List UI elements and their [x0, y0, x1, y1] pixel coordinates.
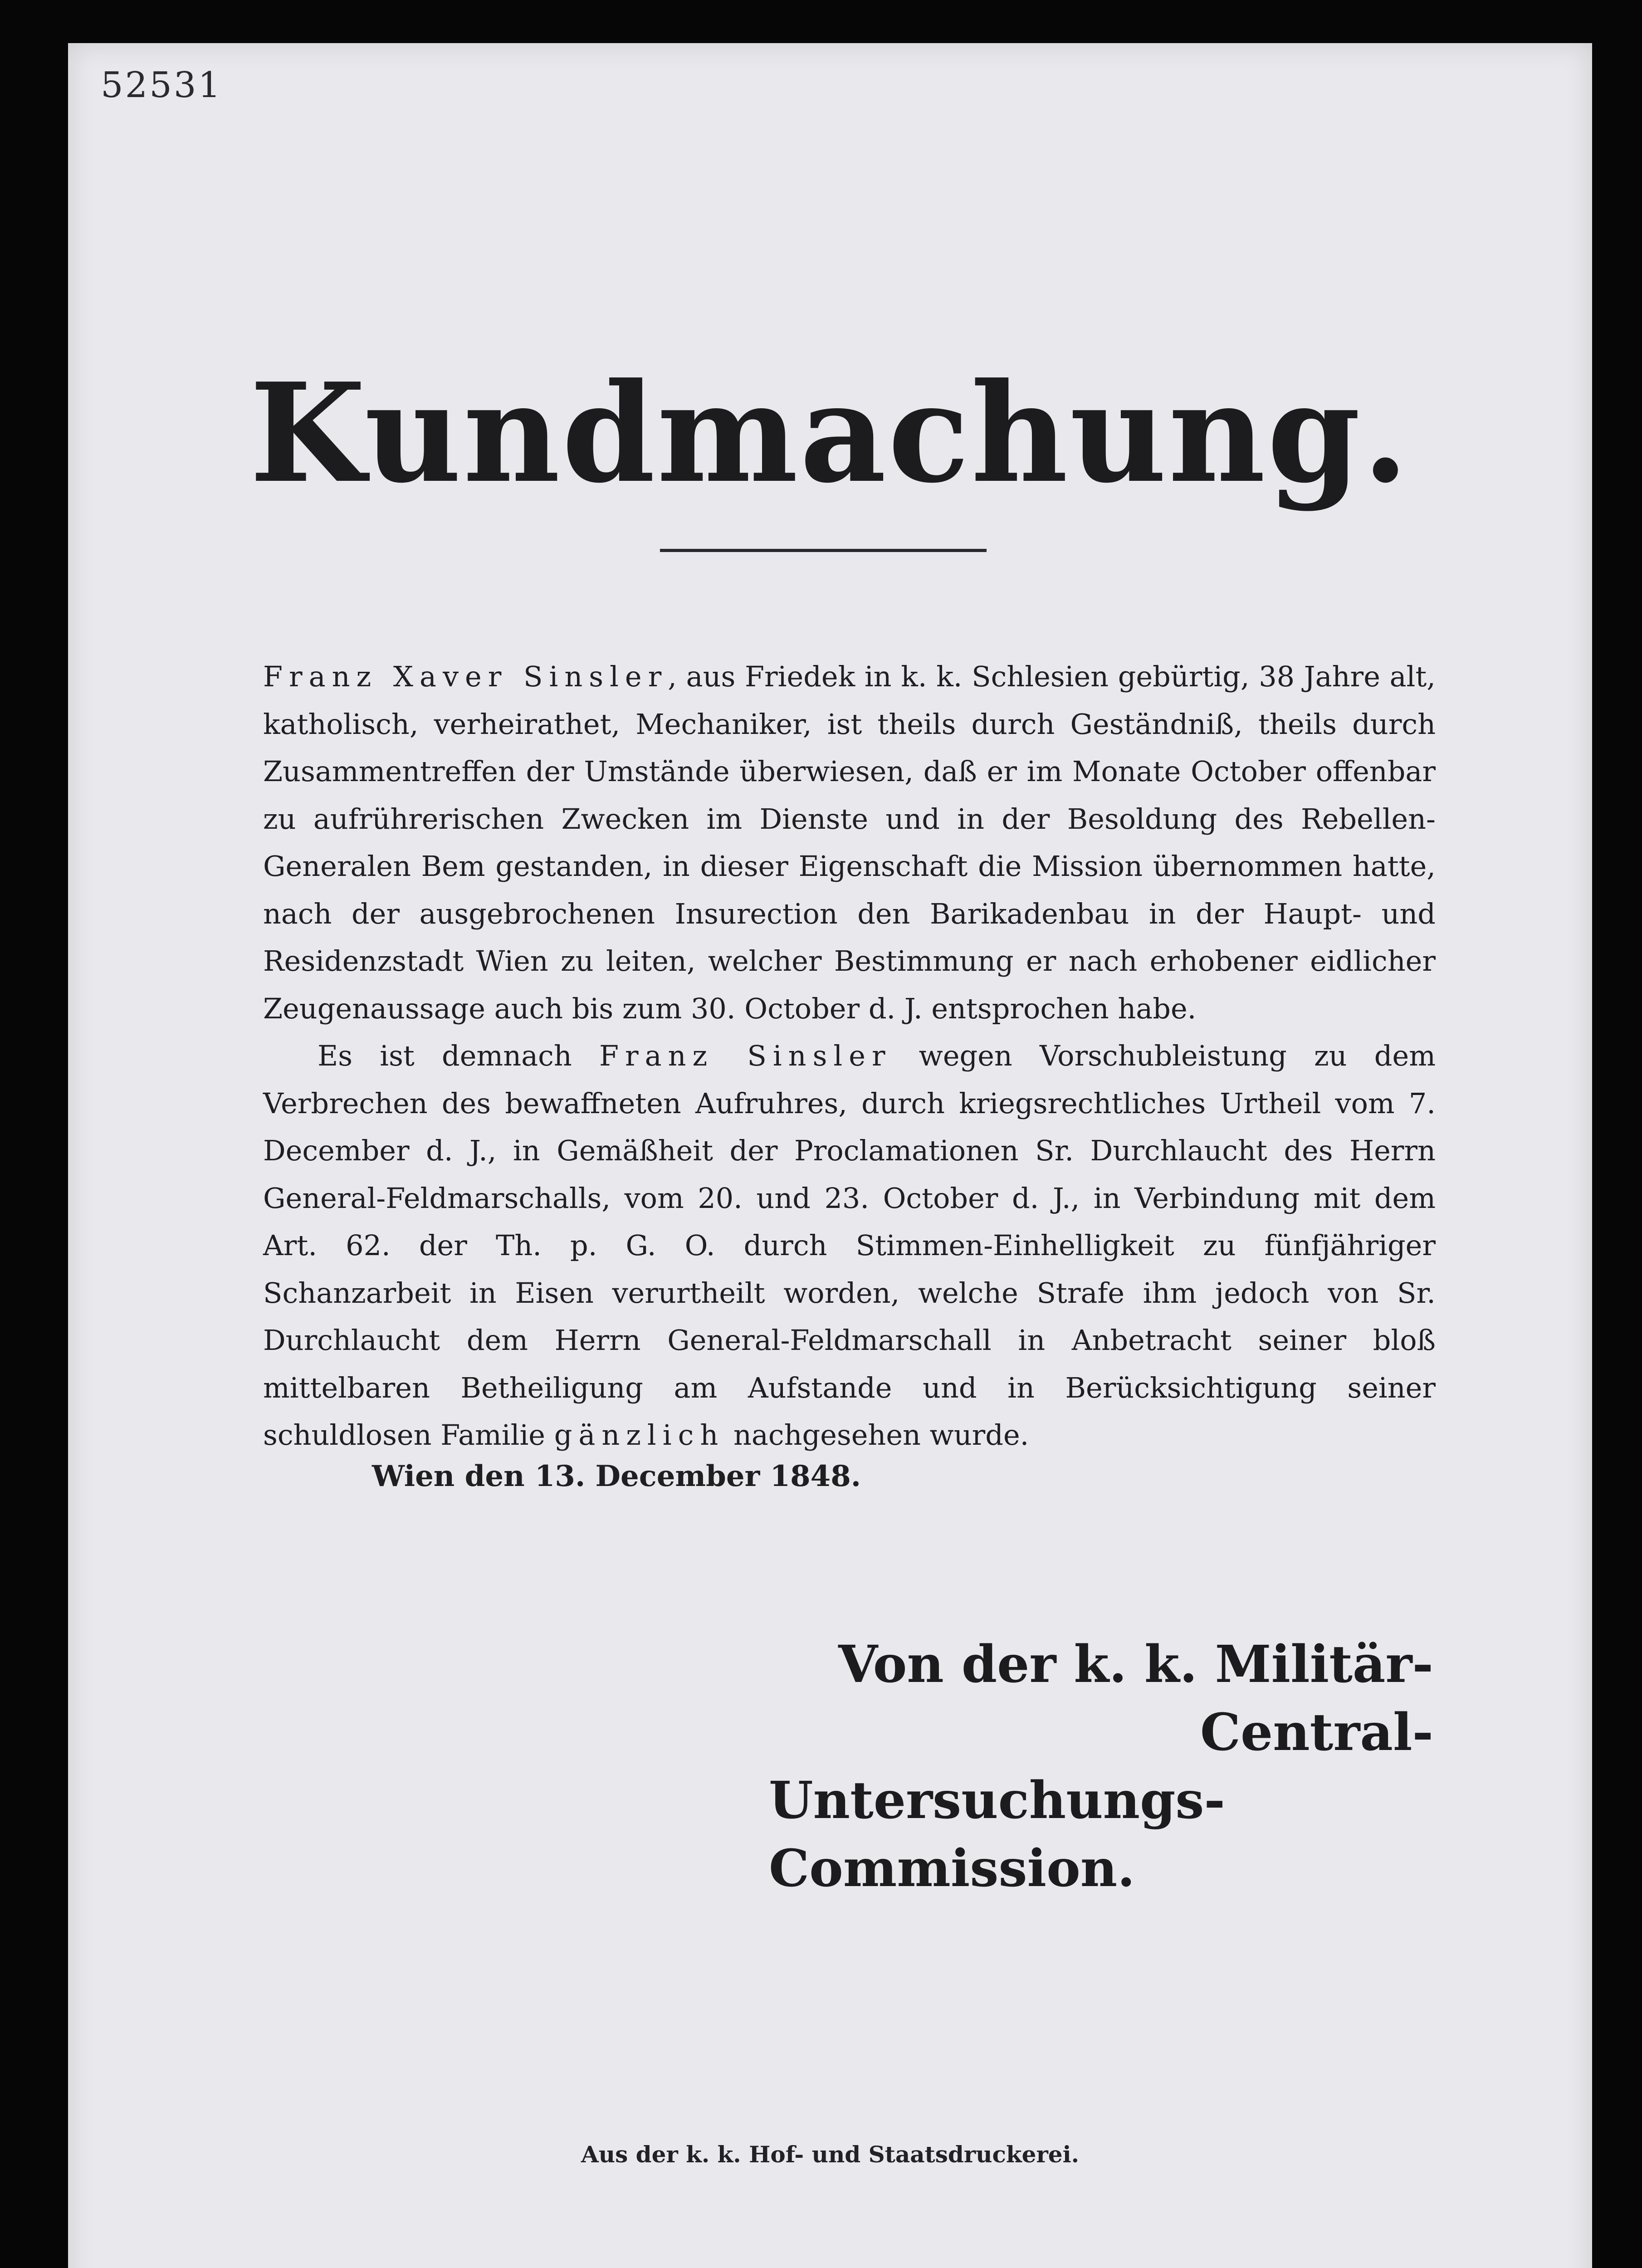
- paragraph-2-start: Es ist demnach: [318, 1039, 599, 1072]
- authority-line-1: Von der k. k. Militär-Central-: [838, 1635, 1433, 1762]
- announcement-body: [263, 653, 1436, 1459]
- archive-number: 52531: [101, 65, 223, 106]
- page-title: Kundmachung.: [249, 353, 1411, 513]
- date-line: Wien den 13. December 1848.: [372, 1459, 861, 1493]
- issuing-authority: [726, 1631, 1433, 1903]
- paragraph-2: [263, 1032, 1436, 1459]
- document-page: [68, 43, 1592, 2268]
- authority-line-2: Untersuchungs-Commission.: [769, 1771, 1225, 1898]
- paragraph-1-text: , aus Friedek in k. k. Schlesien gebürtig, 38 Jahre alt, katholisch, verheirathet, Mechaniker, ist theils durch Geständniß, theils durch Zusammentreffen der Umstände überwiesen, daß er im Monate October offenbar zu aufrührerischen Zwecken im Dienste und in der Besoldung des Rebellen-Generalen Bem gestanden, in dieser Eigenschaft die Mission übernommen hatte, nach der ausgebrochenen Insurection den Barikadenbau in der Haupt- und Residenzstadt Wien zu leiten, welcher Bestimmung er nach erhobener eidlicher Zeugenaussage auch bis zum 30. October d. J. entsprochen habe.: [263, 660, 1436, 1025]
- paragraph-2-middle: wegen Vorschubleistung zu dem Verbrechen des bewaffneten Aufruhres, durch kriegsrechtliches Urtheil vom 7. December d. J., in Gemäßheit der Proclamationen Sr. Durchlaucht des Herrn General-Feldmarschalls, vom 20. und 23. October d. J., in Verbindung mit dem Art. 62. der Th. p. G. O. durch Stimmen-Einhelligkeit zu fünfjähriger Schanzarbeit in Eisen verurtheilt worden, welche Strafe ihm jedoch von Sr. Durchlaucht dem Herrn General-Feldmarschall in Anbetracht seiner bloß mittelbaren Betheiligung am Aufstande und in Berücksichtigung seiner schuldlosen Familie: [263, 1039, 1436, 1452]
- paragraph-2-end: nachgesehen wurde.: [724, 1418, 1029, 1452]
- defendant-name: Franz Xaver Sinsler: [263, 660, 668, 693]
- paragraph-1: [263, 653, 1436, 1032]
- title-divider: [660, 549, 987, 552]
- emphasis-word: gänzlich: [554, 1418, 725, 1452]
- defendant-name-2: Franz Sinsler: [599, 1039, 892, 1072]
- printer-imprint: Aus der k. k. Hof- und Staatsdruckerei.: [581, 2141, 1080, 2168]
